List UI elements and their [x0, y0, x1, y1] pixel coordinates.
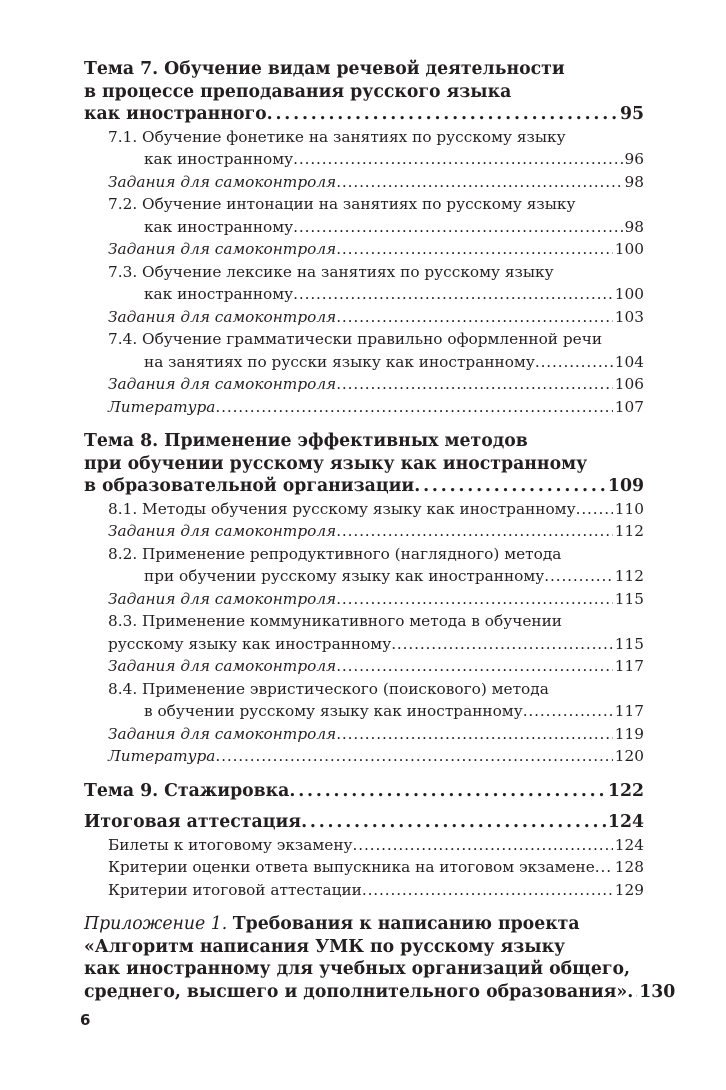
topic-title-line: Тема 8. Применение эффективных методов [84, 431, 528, 451]
entry-text: Задания для самоконтроля [108, 172, 337, 191]
toc-topic-8[interactable] [84, 430, 644, 498]
dot-leader [293, 283, 613, 306]
toc-entry-selftest[interactable] [84, 306, 644, 329]
entry-text: 7.3. Обучение лексике на занятиях по русскому языку [108, 262, 554, 281]
toc-entry-attestation-criteria[interactable] [84, 879, 644, 902]
toc-entry-selftest[interactable] [84, 238, 644, 261]
entry-text: Задания для самоконтроля [108, 307, 337, 326]
toc-entry-exam-criteria[interactable] [84, 856, 644, 879]
entry-last-line [108, 700, 644, 723]
toc-entry-selftest[interactable] [84, 373, 644, 396]
dot-leader [336, 520, 613, 543]
entry-text: Задания для самоконтроля [108, 724, 337, 743]
dot-leader [414, 475, 606, 498]
page-ref: 106 [614, 375, 644, 393]
dot-leader [293, 216, 622, 239]
dot-leader [336, 171, 622, 194]
page-ref: 98 [624, 217, 644, 236]
page-ref: 117 [614, 657, 644, 675]
page-ref: 124 [607, 812, 644, 832]
entry-text: 8.4. Применение эвристического (поискового) метода [108, 679, 549, 698]
entry-text: на занятиях по русски языку как иностранному [144, 352, 535, 371]
topic-title: Итоговая аттестация [84, 812, 302, 832]
dot-leader [336, 373, 613, 396]
toc-entry-exam-tickets[interactable] [84, 834, 644, 857]
dot-leader [353, 834, 613, 857]
entry-text: Критерии оценки ответа выпускника на итоговом экзамене [108, 858, 595, 876]
entry-last-line [108, 351, 644, 374]
appendix-title-line: «Алгоритм написания УМК по русскому языку [84, 936, 566, 957]
page-ref: 96 [624, 150, 644, 168]
dot-leader [301, 811, 606, 834]
toc-topic-9[interactable] [84, 780, 644, 803]
toc-entry-7-2[interactable] [84, 193, 644, 238]
toc-entry-7-1[interactable] [84, 126, 644, 171]
topic-title-line: при обучении русскому языку как иностранному [84, 453, 588, 474]
appendix-first-line [84, 913, 644, 936]
page-ref: 107 [614, 397, 644, 416]
topic-title-line: в образовательной организации [84, 476, 415, 496]
toc-entry-literature[interactable] [84, 745, 644, 768]
toc-entry-8-1[interactable] [84, 498, 644, 521]
page-ref: 100 [614, 240, 644, 258]
page-ref: 115 [614, 634, 644, 653]
page-ref: 119 [614, 724, 644, 743]
entry-last-line [108, 216, 644, 239]
toc-entry-selftest[interactable] [84, 723, 644, 746]
toc-topic-7[interactable] [84, 58, 644, 126]
entry-text: при обучении русскому языку как иностранному [144, 567, 545, 585]
dot-leader [576, 498, 613, 521]
dot-leader [627, 981, 637, 1004]
toc-final-attestation[interactable] [84, 811, 644, 834]
entry-last-line [108, 283, 644, 306]
dot-leader [336, 655, 613, 678]
topic-title-last-line [84, 103, 644, 126]
topic-title-last-line [84, 475, 644, 498]
page-ref: 122 [607, 780, 644, 801]
entry-last-line [108, 633, 644, 656]
toc-entry-8-2[interactable] [84, 543, 644, 588]
toc-appendix-1[interactable] [84, 913, 676, 1003]
entry-last-line [108, 565, 644, 588]
toc-entry-selftest[interactable] [84, 588, 644, 611]
entry-text: Литература [108, 397, 216, 416]
page-ref: 120 [614, 747, 644, 765]
entry-text: Задания для самоконтроля [108, 589, 337, 608]
page-ref: 129 [614, 880, 644, 899]
table-of-contents [84, 58, 676, 1003]
appendix-title-line: как иностранному для учебных организаций общего, [84, 959, 630, 979]
dot-leader [289, 780, 606, 803]
entry-text: Билеты к итоговому экзамену [108, 835, 353, 854]
dot-leader [391, 633, 613, 656]
topic-title: Тема 9. Стажировка [84, 780, 290, 801]
entry-text: Критерии итоговой аттестации [108, 880, 362, 899]
page-ref: 112 [614, 522, 644, 540]
dot-leader [267, 103, 618, 126]
topic-title-line: Тема 7. Обучение видам речевой деятельности [84, 59, 565, 79]
entry-text: как иностранному [144, 285, 294, 303]
toc-entry-8-3[interactable] [84, 610, 644, 655]
toc-entry-selftest[interactable] [84, 171, 644, 194]
entry-text: 7.4. Обучение грамматически правильно оформленной речи [108, 330, 603, 348]
entry-text: Задания для самоконтроля [108, 240, 337, 258]
entry-text: 8.2. Применение репродуктивного (наглядного) метода [108, 544, 562, 563]
dot-leader [336, 306, 613, 329]
toc-entry-selftest[interactable] [84, 520, 644, 543]
page-ref: 124 [614, 835, 644, 854]
dot-leader [215, 745, 612, 768]
page-number: 6 [80, 1011, 91, 1029]
toc-entry-selftest[interactable] [84, 655, 644, 678]
entry-text: как иностранному [144, 150, 294, 168]
page-ref: 112 [614, 567, 644, 585]
page-ref: 103 [614, 307, 644, 326]
entry-last-line [108, 148, 644, 171]
page-ref: 117 [614, 702, 644, 720]
entry-text: русскому языку как иностранному [108, 634, 392, 653]
entry-text: 8.1. Методы обучения русскому языку как иностранному [108, 499, 576, 518]
appendix-title-line: среднего, высшего и дополнительного образования» [84, 981, 628, 1002]
dot-leader [595, 856, 613, 879]
entry-text: в обучении русскому языку как иностранному [144, 702, 523, 720]
page-ref: 98 [624, 172, 644, 191]
dot-leader [215, 396, 612, 419]
page-ref: 130 [639, 981, 676, 1002]
dot-leader [336, 238, 613, 261]
entry-text: Литература [108, 747, 216, 765]
page-ref: 104 [614, 352, 644, 371]
topic-title-line: как иностранного [84, 104, 267, 124]
entry-text: 8.3. Применение коммуникативного метода в обучении [108, 612, 562, 630]
dot-leader [336, 588, 613, 611]
appendix-label: Приложение 1. [84, 914, 228, 934]
dot-leader [336, 723, 613, 746]
toc-entry-literature[interactable] [84, 396, 644, 419]
page-ref: 128 [614, 858, 644, 876]
dot-leader [544, 565, 613, 588]
entry-text: как иностранному [144, 217, 294, 236]
toc-entry-7-4[interactable] [84, 328, 644, 373]
page-ref: 109 [607, 476, 644, 496]
dot-leader [293, 148, 622, 171]
entry-text: Задания для самоконтроля [108, 657, 337, 675]
appendix-title-line: Требования к написанию проекта [232, 914, 580, 934]
entry-text: Задания для самоконтроля [108, 375, 337, 393]
page-ref: 110 [614, 499, 644, 518]
entry-text: Задания для самоконтроля [108, 522, 337, 540]
toc-entry-8-4[interactable] [84, 678, 644, 723]
dot-leader [362, 879, 613, 902]
page-ref: 100 [614, 285, 644, 303]
entry-text: 7.2. Обучение интонации на занятиях по русскому языку [108, 195, 576, 213]
entry-text: 7.1. Обучение фонетике на занятиях по русскому языку [108, 127, 566, 146]
page-ref: 95 [619, 104, 644, 124]
dot-leader [535, 351, 613, 374]
dot-leader [523, 700, 613, 723]
appendix-last-line [84, 981, 676, 1004]
topic-title-line: в процессе преподавания русского языка [84, 81, 512, 102]
toc-entry-7-3[interactable] [84, 261, 644, 306]
page-ref: 115 [614, 589, 644, 608]
